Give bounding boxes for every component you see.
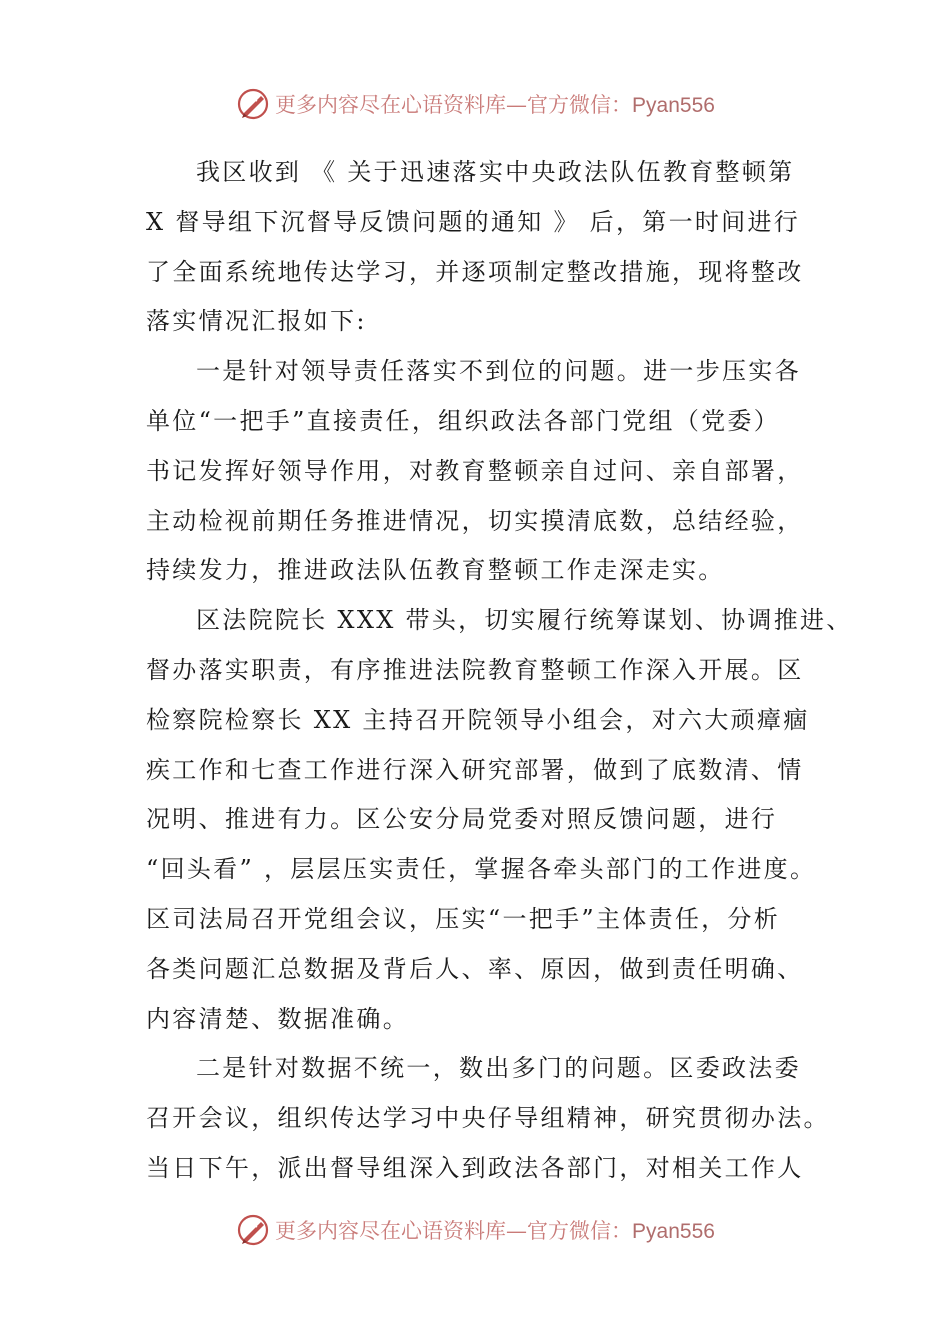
- footer-watermark: [0, 1210, 950, 1250]
- text-line: 况明、推进有力。区公安分局党委对照反馈问题，进行: [146, 805, 778, 834]
- text-line: 书记发挥好领导作用，对教育整顿亲自过问、亲自部署，: [146, 456, 804, 485]
- text-line: 一是针对领导责任落实不到位的问题。进一步压实各: [196, 357, 801, 386]
- text-line: 疾工作和七查工作进行深入研究部署，做到了底数清、情: [146, 755, 804, 784]
- text-line: 了全面系统地传达学习，并逐项制定整改措施，现将整改: [146, 257, 804, 286]
- text-line: 单位“一把手”直接责任，组织政法各部门党组（党委）: [146, 406, 781, 435]
- text-line: 我区收到 《 关于迅速落实中央政法队伍教育整顿第: [196, 158, 795, 186]
- text-line: 各类问题汇总数据及背后人、率、原因，做到责任明确、: [146, 954, 804, 983]
- watermark-text: 更多内容尽在心语资料库—官方微信：Pyan556: [275, 93, 715, 117]
- text-line: 主动检视前期任务推进情况，切实摸清底数，总结经验，: [146, 506, 804, 535]
- text-line: 落实情况汇报如下:: [146, 307, 367, 336]
- text-line: 区司法局召开党组会议，压实“一把手”主体责任，分析: [146, 904, 781, 933]
- text-line: 检察院检察长 XX 主持召开院领导小组会，对六大顽瘴痼: [146, 705, 810, 734]
- text-line: X 督导组下沉督导反馈问题的通知 》 后，第一时间进行: [146, 207, 801, 236]
- text-line: 持续发力，推进政法队伍教育整顿工作走深走实。: [146, 556, 725, 585]
- text-line: “回头看” ，层层压实责任，掌握各牵头部门的工作进度。: [146, 855, 817, 884]
- text-line: 内容清楚、数据准确。: [146, 1004, 409, 1033]
- pen-circle-logo-icon: [235, 1212, 271, 1248]
- watermark-text: 更多内容尽在心语资料库—官方微信：Pyan556: [275, 1219, 715, 1243]
- text-line: 当日下午，派出督导组深入到政法各部门，对相关工作人: [146, 1153, 804, 1182]
- text-line: 区法院院长 XXX 带头，切实履行统筹谋划、协调推进、: [196, 606, 853, 635]
- document-body: [146, 148, 853, 1194]
- header-watermark: [0, 84, 950, 124]
- text-line: 督办落实职责，有序推进法院教育整顿工作深入开展。区: [146, 655, 804, 684]
- pen-circle-logo-icon: [235, 86, 271, 122]
- text-line: 召开会议，组织传达学习中央仔导组精神，研究贯彻办法。: [146, 1104, 830, 1133]
- text-line: 二是针对数据不统一，数出多门的问题。区委政法委: [196, 1054, 801, 1083]
